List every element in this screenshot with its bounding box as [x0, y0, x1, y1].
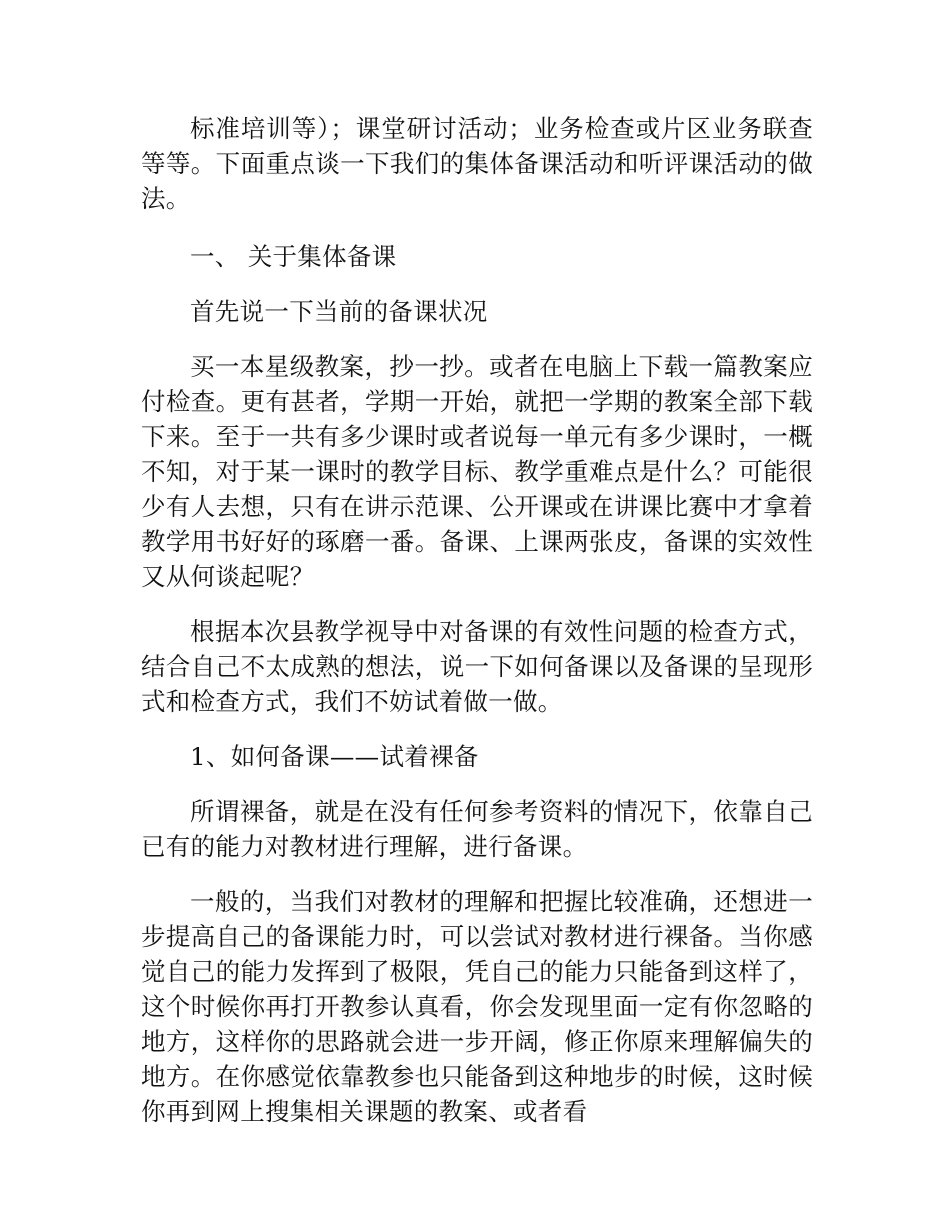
- paragraph-bare-prep-process: 一般的，当我们对教材的理解和把握比较准确，还想进一步提高自己的备课能力时，可以尝试对教材进行裸备。当你感觉自己的能力发挥到了极限，凭自己的能力只能备到这样了，这个时候你再打开教参认真看，你会发现里面一定有你忽略的地方，这样你的思路就会进一步开阔，修正你原来理解偏失的地方。在你感觉依靠教参也只能备到这种地步的时候，这时候你再到网上搜集相关课题的教案、或者看: [141, 887, 813, 1126]
- paragraph-bare-prep-definition: 所谓裸备，就是在没有任何参考资料的情况下，依靠自己已有的能力对教材进行理解，进行备课。: [141, 797, 813, 861]
- document-body: [141, 111, 813, 1149]
- subheading-current-prep-status: 首先说一下当前的备课状况: [190, 297, 488, 326]
- paragraph-inspection-method: 根据本次县教学视导中对备课的有效性问题的检查方式，结合自己不太成熟的想法，说一下如何备课以及备课的呈现形式和检查方式，我们不妨试着做一做。: [141, 617, 813, 716]
- paragraph-training-activities: 标准培训等）；课堂研讨活动；业务检查或片区业务联查等等。下面重点谈一下我们的集体备课活动和听评课活动的做法。: [141, 114, 813, 213]
- section-heading-collective-lesson-prep: 一、 关于集体备课: [190, 242, 397, 271]
- subheading-how-to-prepare: 1、如何备课——试着裸备: [190, 742, 479, 771]
- paragraph-prep-status-detail: 买一本星级教案，抄一抄。或者在电脑上下载一篇教案应付检查。更有甚者，学期一开始，就把一学期的教案全部下载下来。至于一共有多少课时或者说每一单元有多少课时，一概不知，对于某一课时的教学目标、教学重难点是什么？可能很少有人去想，只有在讲示范课、公开课或在讲课比赛中才拿着教学用书好好的琢磨一番。备课、上课两张皮，备课的实效性又从何谈起呢？: [141, 352, 813, 591]
